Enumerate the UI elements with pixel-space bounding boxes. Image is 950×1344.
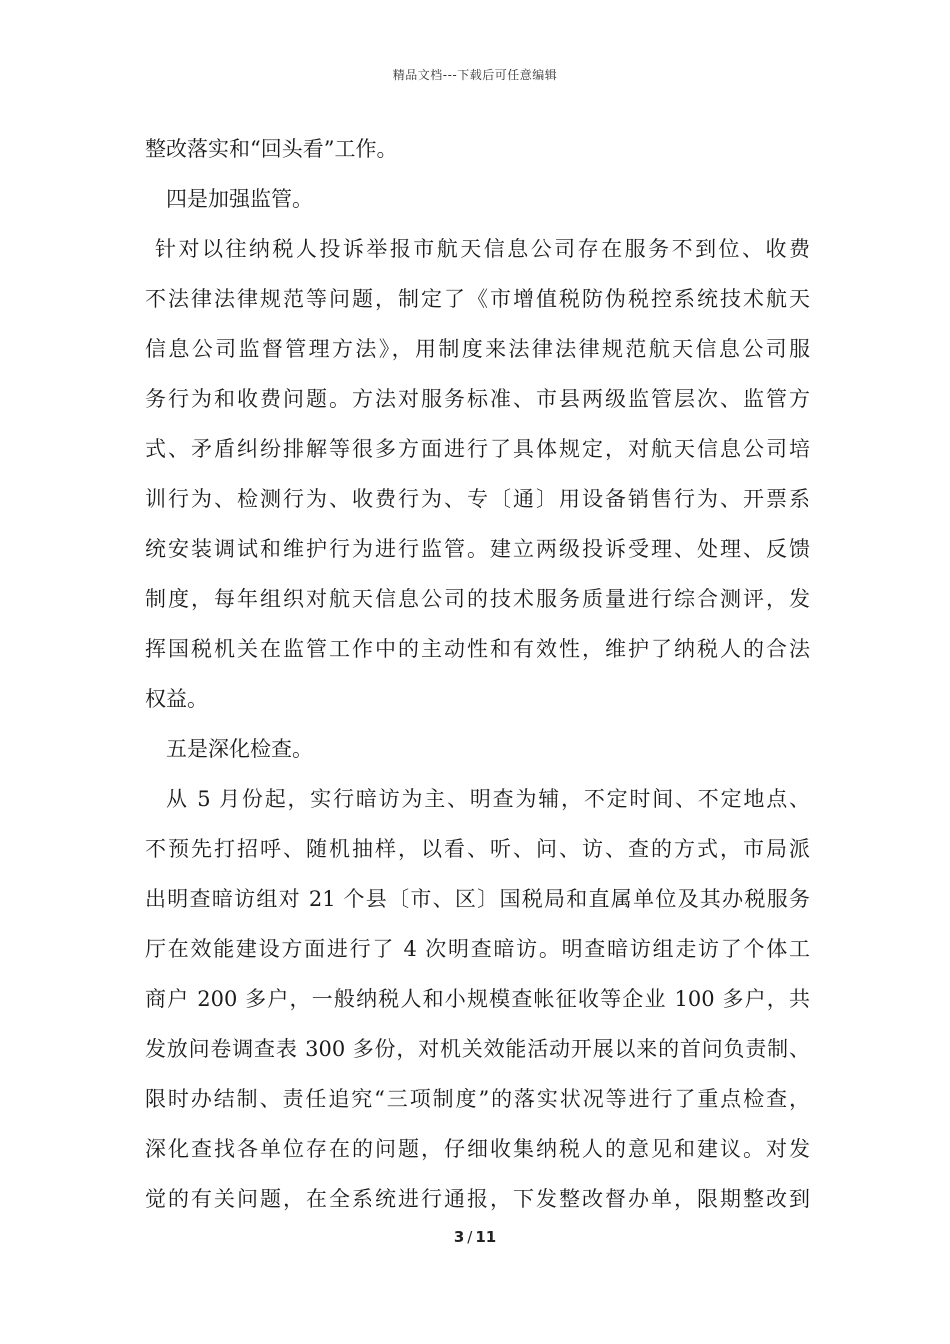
text-line: 五是深化检查。 [166, 737, 313, 761]
text-line: 厅在效能建设方面进行了 4 次明查暗访。明查暗访组走访了个体工 [145, 937, 810, 961]
page-number [0, 1228, 950, 1246]
text-line: 发放问卷调查表 300 多份，对机关效能活动开展以来的首问负责制、 [145, 1037, 810, 1061]
text-line: 统安装调试和维护行为进行监管。建立两级投诉受理、处理、反馈 [145, 537, 810, 561]
text-line: 不法律法律规范等问题，制定了《市增值税防伪税控系统技术航天 [145, 287, 810, 311]
page-separator: / [467, 1228, 473, 1246]
text-line: 限时办结制、责任追究“三项制度”的落实状况等进行了重点检查， [145, 1087, 810, 1111]
text-line: 从 5 月份起，实行暗访为主、明查为辅，不定时间、不定地点、 [166, 787, 810, 811]
text-line: 不预先打招呼、随机抽样，以看、听、问、访、查的方式，市局派 [145, 837, 810, 861]
text-line: 整改落实和“回头看”工作。 [145, 137, 398, 161]
text-line: 训行为、检测行为、收费行为、专〔通〕用设备销售行为、开票系 [145, 487, 810, 511]
text-line: 挥国税机关在监管工作中的主动性和有效性，维护了纳税人的合法 [145, 637, 810, 661]
text-line: 制度，每年组织对航天信息公司的技术服务质量进行综合测评，发 [145, 587, 810, 611]
text-line: 式、矛盾纠纷排解等很多方面进行了具体规定，对航天信息公司培 [145, 437, 810, 461]
text-line: 商户 200 多户，一般纳税人和小规模查帐征收等企业 100 多户，共 [145, 987, 810, 1011]
text-line: 觉的有关问题，在全系统进行通报，下发整改督办单，限期整改到 [145, 1187, 810, 1211]
text-line: 针对以往纳税人投诉举报市航天信息公司存在服务不到位、收费 [155, 237, 810, 261]
total-pages: 11 [475, 1228, 497, 1246]
text-line: 深化查找各单位存在的问题，仔细收集纳税人的意见和建议。对发 [145, 1137, 810, 1161]
current-page: 3 [453, 1228, 465, 1246]
document-body [145, 124, 810, 1224]
page-header: 精品文档---下载后可任意编辑 [392, 68, 558, 82]
text-line: 务行为和收费问题。方法对服务标准、市县两级监管层次、监管方 [145, 387, 810, 411]
text-line: 出明查暗访组对 21 个县〔市、区〕国税局和直属单位及其办税服务 [145, 887, 810, 911]
text-line: 四是加强监管。 [166, 187, 313, 211]
text-line: 权益。 [145, 687, 208, 711]
text-line: 信息公司监督管理方法》，用制度来法律法律规范航天信息公司服 [145, 337, 810, 361]
